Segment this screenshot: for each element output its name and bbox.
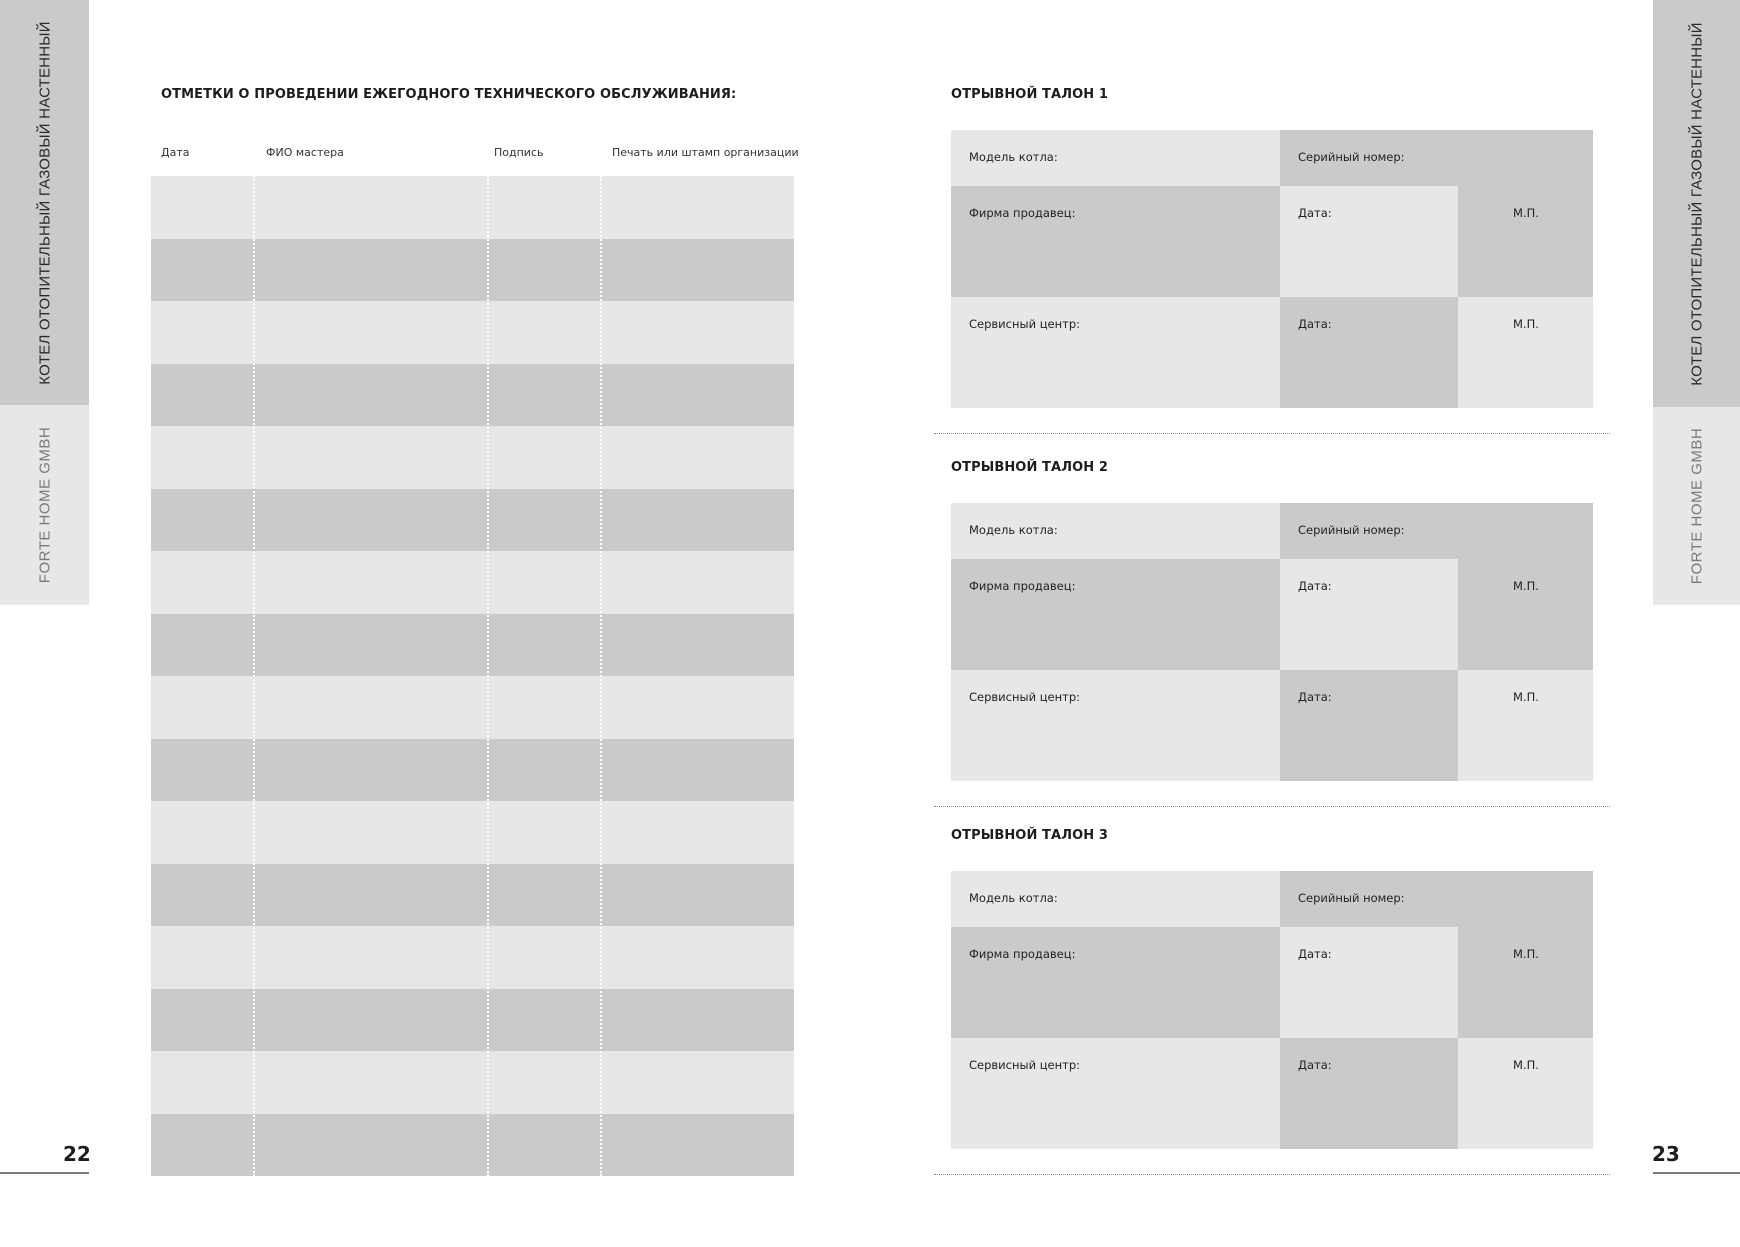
coupon-1-service-date-field[interactable]: Дата: — [1280, 297, 1458, 408]
coupon-2-seller-field[interactable]: Фирма продавец: — [951, 559, 1280, 670]
coupon-2-seller-stamp-field[interactable]: М.П. — [1458, 559, 1593, 670]
right-side-company-label: FORTE HOME GMBH — [1688, 427, 1705, 585]
left-side-product-label: КОТЕЛ ОТОПИТЕЛЬНЫЙ ГАЗОВЫЙ НАСТЕННЫЙ — [36, 20, 53, 385]
coupon-1-model-field[interactable]: Модель котла: — [951, 130, 1280, 186]
coupon-3-service-date-field[interactable]: Дата: — [1280, 1038, 1458, 1149]
coupon-1-serial-field[interactable]: Серийный номер: — [1280, 130, 1593, 186]
column-divider — [253, 176, 255, 1176]
page-line-left — [0, 1172, 89, 1174]
maintenance-log-title: ОТМЕТКИ О ПРОВЕДЕНИИ ЕЖЕГОДНОГО ТЕХНИЧЕСКОГО ОБСЛУЖИВАНИЯ: — [161, 87, 737, 102]
coupon-3-service-stamp-field[interactable]: М.П. — [1458, 1038, 1593, 1149]
page-line-right — [1653, 1172, 1740, 1174]
left-side-tab-company — [0, 405, 89, 605]
coupon-3-service-field[interactable]: Сервисный центр: — [951, 1038, 1280, 1149]
log-row[interactable] — [151, 239, 794, 302]
column-header-stamp: Печать или штамп организации — [612, 146, 799, 159]
left-side-company-label: FORTE HOME GMBH — [36, 426, 53, 584]
log-row[interactable] — [151, 864, 794, 927]
log-row[interactable] — [151, 676, 794, 739]
log-row[interactable] — [151, 739, 794, 802]
coupon-1-seller-field[interactable]: Фирма продавец: — [951, 186, 1280, 297]
right-side-tab-company — [1653, 407, 1740, 605]
coupon-3-serial-field[interactable]: Серийный номер: — [1280, 871, 1593, 927]
page-number-right: 23 — [1652, 1142, 1680, 1166]
coupon-1-seller-date-field[interactable]: Дата: — [1280, 186, 1458, 297]
cut-line-1 — [934, 433, 1610, 434]
log-row[interactable] — [151, 1051, 794, 1114]
coupon-3-seller-field[interactable]: Фирма продавец: — [951, 927, 1280, 1038]
log-row[interactable] — [151, 551, 794, 614]
right-side-tab-product — [1653, 0, 1740, 407]
column-divider — [600, 176, 602, 1176]
coupon-2-service-stamp-field[interactable]: М.П. — [1458, 670, 1593, 781]
right-side-product-label: КОТЕЛ ОТОПИТЕЛЬНЫЙ ГАЗОВЫЙ НАСТЕННЫЙ — [1688, 21, 1705, 386]
log-row[interactable] — [151, 801, 794, 864]
cut-line-3 — [934, 1174, 1610, 1175]
coupon-1-service-stamp-field[interactable]: М.П. — [1458, 297, 1593, 408]
coupon-1-seller-stamp-field[interactable]: М.П. — [1458, 186, 1593, 297]
left-side-tab-product — [0, 0, 89, 405]
coupon-2-title: ОТРЫВНОЙ ТАЛОН 2 — [951, 460, 1108, 475]
coupon-2-service-date-field[interactable]: Дата: — [1280, 670, 1458, 781]
coupon-2-service-field[interactable]: Сервисный центр: — [951, 670, 1280, 781]
cut-line-2 — [934, 806, 1610, 807]
coupon-1-title: ОТРЫВНОЙ ТАЛОН 1 — [951, 87, 1108, 102]
coupon-3-model-field[interactable]: Модель котла: — [951, 871, 1280, 927]
coupon-3-title: ОТРЫВНОЙ ТАЛОН 3 — [951, 828, 1108, 843]
log-row[interactable] — [151, 176, 794, 239]
coupon-3-seller-date-field[interactable]: Дата: — [1280, 927, 1458, 1038]
column-divider — [487, 176, 489, 1176]
coupon-2-model-field[interactable]: Модель котла: — [951, 503, 1280, 559]
coupon-2-seller-date-field[interactable]: Дата: — [1280, 559, 1458, 670]
log-row[interactable] — [151, 301, 794, 364]
page-number-left: 22 — [63, 1142, 91, 1166]
log-row[interactable] — [151, 1114, 794, 1177]
coupon-2-serial-field[interactable]: Серийный номер: — [1280, 503, 1593, 559]
log-row[interactable] — [151, 364, 794, 427]
maintenance-log-table — [151, 176, 794, 1176]
column-header-signature: Подпись — [494, 146, 544, 159]
log-row[interactable] — [151, 614, 794, 677]
log-row[interactable] — [151, 926, 794, 989]
log-row[interactable] — [151, 989, 794, 1052]
coupon-1-service-field[interactable]: Сервисный центр: — [951, 297, 1280, 408]
log-row[interactable] — [151, 426, 794, 489]
coupon-3-seller-stamp-field[interactable]: М.П. — [1458, 927, 1593, 1038]
column-header-master: ФИО мастера — [266, 146, 344, 159]
column-header-date: Дата — [161, 146, 190, 159]
log-row[interactable] — [151, 489, 794, 552]
